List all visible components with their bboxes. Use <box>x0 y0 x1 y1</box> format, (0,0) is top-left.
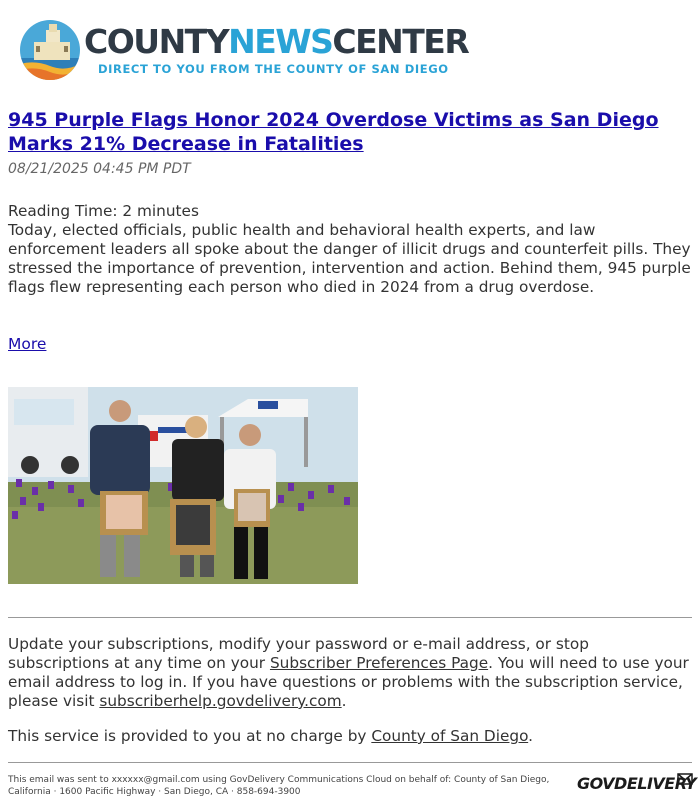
brand-name <box>84 22 468 62</box>
brand-news: NEWS <box>228 22 333 61</box>
service-end: . <box>528 727 534 745</box>
article-photo[interactable] <box>8 387 358 584</box>
divider-top <box>8 617 692 618</box>
subscription-notice <box>8 635 692 711</box>
brand-tagline: DIRECT TO YOU FROM THE COUNTY OF SAN DIEGO <box>98 62 449 76</box>
more-link[interactable]: More <box>8 335 47 353</box>
article-summary: Today, elected officials, public health and behavioral health experts, and law enforcement leaders all spoke about the danger of illicit drugs and counterfeit pills. They stressed the importance of prevention, intervention and action. Behind them, 945 purple flags flew representing each person who died in 2024 from a drug overdose. <box>8 221 691 296</box>
subscriber-help-link[interactable]: subscriberhelp.govdelivery.com <box>99 692 342 710</box>
service-notice <box>8 727 533 745</box>
county-logo-icon <box>20 20 80 80</box>
brand-center: CENTER <box>332 22 469 61</box>
footer-text <box>8 775 568 798</box>
footer-line1: This email was sent to xxxxxx@gmail.com using GovDelivery Communications Cloud on behalf of: County of San Diego, <box>8 775 550 785</box>
divider-bottom <box>8 762 692 763</box>
subscription-text3: . <box>341 692 347 710</box>
article-date: 08/21/2025 04:45 PM PDT <box>8 161 191 177</box>
header <box>20 18 480 82</box>
footer-line2: California · 1600 Pacific Highway · San Diego, CA · 858-694-3900 <box>8 786 301 797</box>
service-text: This service is provided to you at no charge by <box>8 727 372 745</box>
reading-time: Reading Time: 2 minutes <box>8 202 199 220</box>
subscriber-preferences-link[interactable]: Subscriber Preferences Page <box>269 654 489 672</box>
envelope-icon <box>677 770 693 782</box>
article-body <box>8 202 692 297</box>
subscription-text2: . You will need to use your email address to log in. If you have questions or problems with the subscription service, please visit <box>8 654 689 710</box>
subscription-text1: Update your subscriptions, modify your password or e-mail address, or stop subscriptions at any time on your <box>8 635 589 672</box>
govdelivery-logo[interactable]: GOVDELIVERY <box>577 774 697 793</box>
brand-county: COUNTY <box>84 22 229 61</box>
county-link[interactable]: County of San Diego <box>371 727 529 745</box>
article-title-link[interactable]: 945 Purple Flags Honor 2024 Overdose Victims as San Diego Marks 21% Decrease in Fatalities <box>8 109 659 155</box>
